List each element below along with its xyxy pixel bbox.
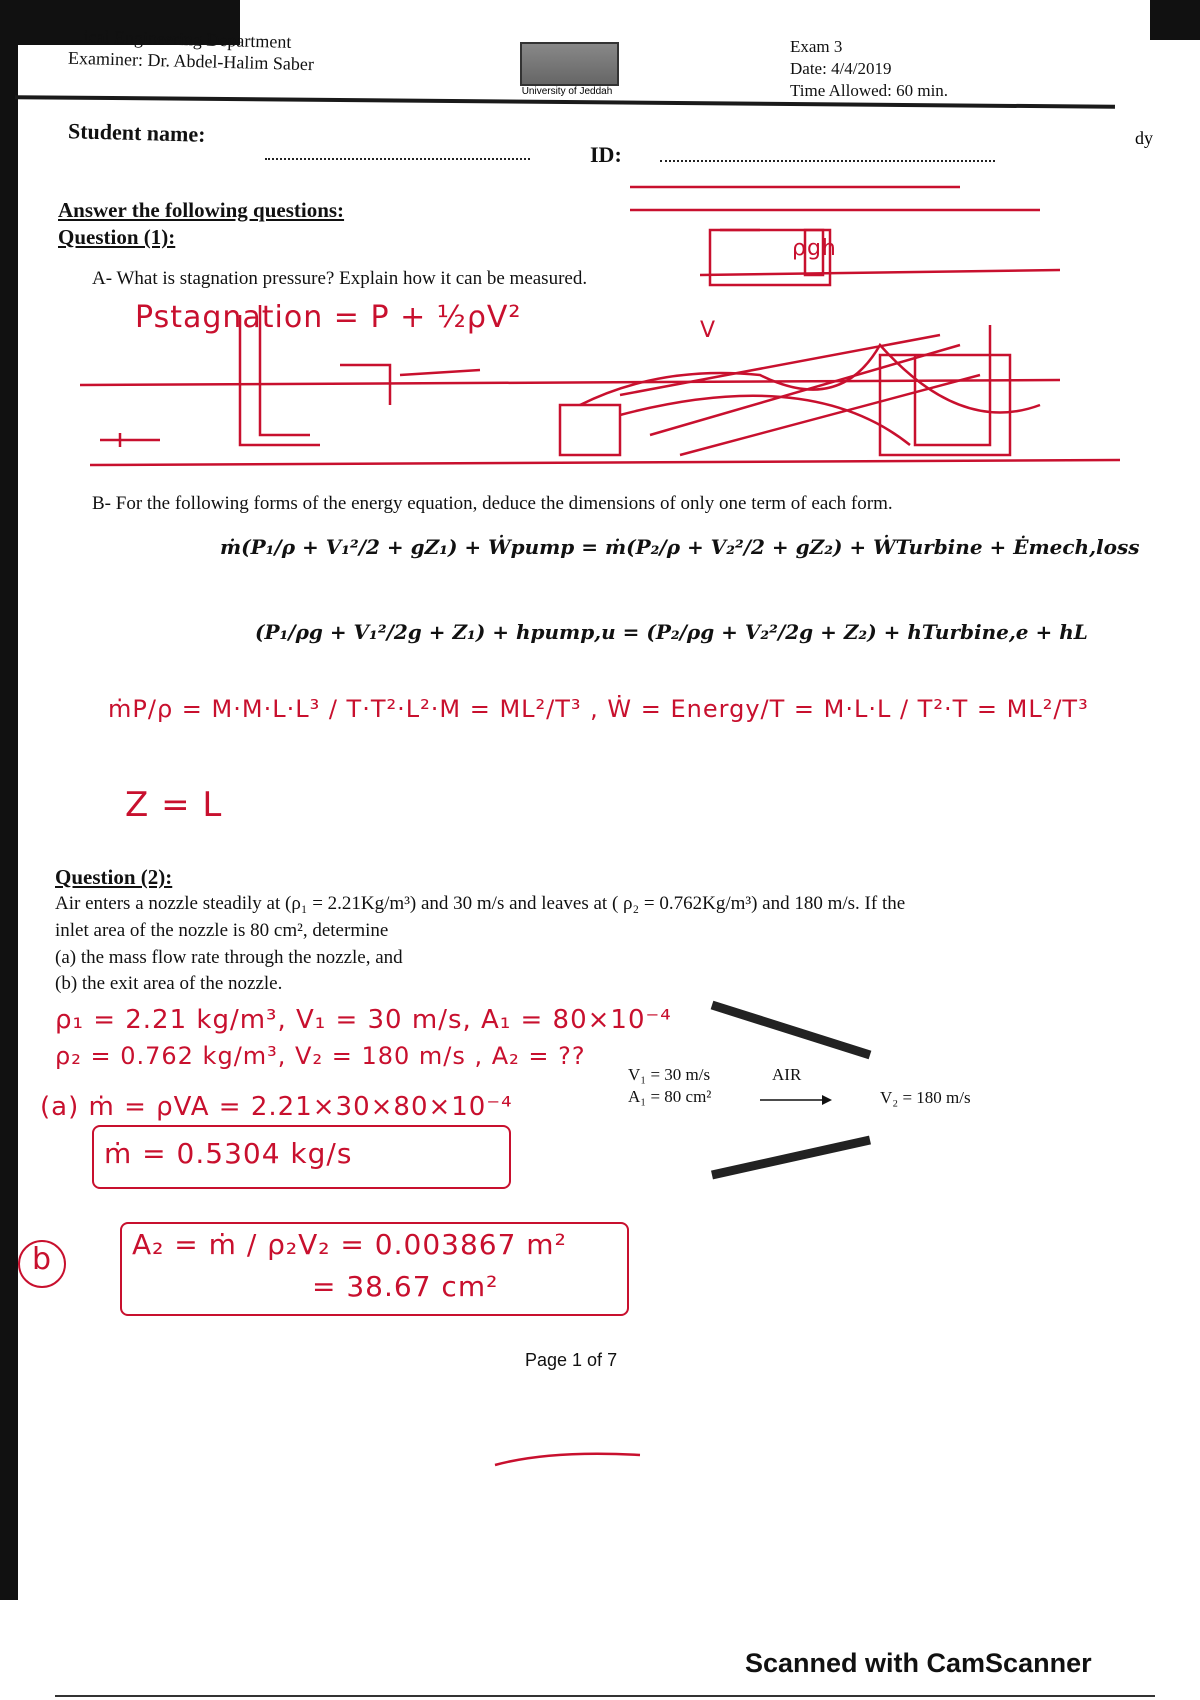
scan-edge-left (0, 0, 18, 1600)
question-2-title: Question (2): (55, 865, 173, 889)
university-logo: University of Jeddah (512, 42, 622, 102)
answer-2b-formula: A₂ = ṁ / ρ₂V₂ = 0.003867 m² (132, 1228, 567, 1261)
scan-edge-right (1150, 0, 1200, 40)
exam-date: Date: 4/4/2019 (790, 59, 892, 78)
answer-1b-dimensions: ṁP/ρ = M·M·L·L³ / T·T²·L²·M = ML²/T³ , Ẇ = Energy/T = M·L·L / T²·T = ML²/T³ (108, 695, 1089, 723)
nozzle-inlet-velocity: V₁ = 30 m/s (628, 1065, 711, 1084)
answer-1a-sketch (60, 175, 1140, 495)
answer-1a-rhogh: ρgh (792, 236, 837, 261)
nozzle-air-label: AIR (772, 1065, 802, 1084)
nozzle-inlet-area: A₁ = 80 cm² (628, 1087, 712, 1106)
energy-equation-1: ṁ(P₁/ρ + V₁²/2 + gZ₁) + Ẇpump = ṁ(P₂/ρ + V₂²/2 + gZ₂) + ẆTurbine + Ėmech,loss (220, 535, 1140, 559)
page-number: Page 1 of 7 (525, 1350, 618, 1370)
student-id-field[interactable] (660, 160, 995, 162)
answer-2b-marker-circle (18, 1240, 66, 1288)
instructions-heading: Answer the following questions: (58, 198, 345, 222)
answer-1b-z: Z = L (125, 785, 223, 825)
footer-line (55, 1695, 1155, 1697)
nozzle-figure (700, 990, 880, 1190)
nozzle-exit-velocity: V₂ = 180 m/s (880, 1088, 971, 1107)
answer-2a-box (92, 1125, 511, 1189)
answer-2a-result: ṁ = 0.5304 kg/s (104, 1137, 353, 1170)
answer-1a-v-label: V (700, 318, 717, 343)
exam-number: Exam 3 (790, 37, 843, 56)
examiner-line: Examiner: Dr. Abdel-Halim Saber (67, 47, 315, 75)
question-1-title: Question (1): (58, 225, 176, 249)
answer-2b-result: = 38.67 cm² (312, 1270, 499, 1303)
student-name-field[interactable] (265, 158, 530, 160)
answer-1a-formula: Pstagnation = P + ½ρV² (135, 300, 522, 335)
exam-time-allowed: Time Allowed: 60 min. (790, 81, 949, 100)
answer-2-given-1: ρ₁ = 2.21 kg/m³, V₁ = 30 m/s, A₁ = 80×10⁻⁴ (55, 1005, 672, 1035)
question-2-text-2: inlet area of the nozzle is 80 cm², determine (55, 920, 389, 941)
stray-mark (490, 1440, 650, 1480)
energy-equation-2: (P₁/ρg + V₁²/2g + Z₁) + hpump,u = (P₂/ρg + V₂²/2g + Z₂) + hTurbine,e + hL (255, 620, 1088, 644)
question-1a-text: A- What is stagnation pressure? Explain how it can be measured. (92, 268, 588, 289)
question-2b-text: (b) the exit area of the nozzle. (55, 973, 283, 994)
answer-2-given-2: ρ₂ = 0.762 kg/m³, V₂ = 180 m/s , A₂ = ?? (55, 1042, 586, 1070)
answer-2b-marker: b (32, 1242, 53, 1277)
answer-2a-work: (a) ṁ = ρVA = 2.21×30×80×10⁻⁴ (40, 1092, 513, 1122)
question-1b-text: B- For the following forms of the energy equation, deduce the dimensions of only one term of each form. (92, 493, 893, 514)
answer-2b-box (120, 1222, 629, 1316)
department-line: ...ical Engineering Department (69, 26, 292, 52)
question-2-text-1: Air enters a nozzle steadily at (ρ₁ = 2.21Kg/m³) and 30 m/s and leaves at ( ρ₂ = 0.762Kg/m³) and 180 m/s. If the (55, 893, 906, 914)
student-id-label: ID: (590, 142, 622, 167)
camscanner-watermark: Scanned with CamScanner (745, 1648, 1092, 1678)
student-name-label: Student name: (67, 118, 206, 147)
side-scrap-text: dy (1135, 128, 1153, 148)
question-2a-text: (a) the mass flow rate through the nozzle, and (55, 947, 403, 968)
